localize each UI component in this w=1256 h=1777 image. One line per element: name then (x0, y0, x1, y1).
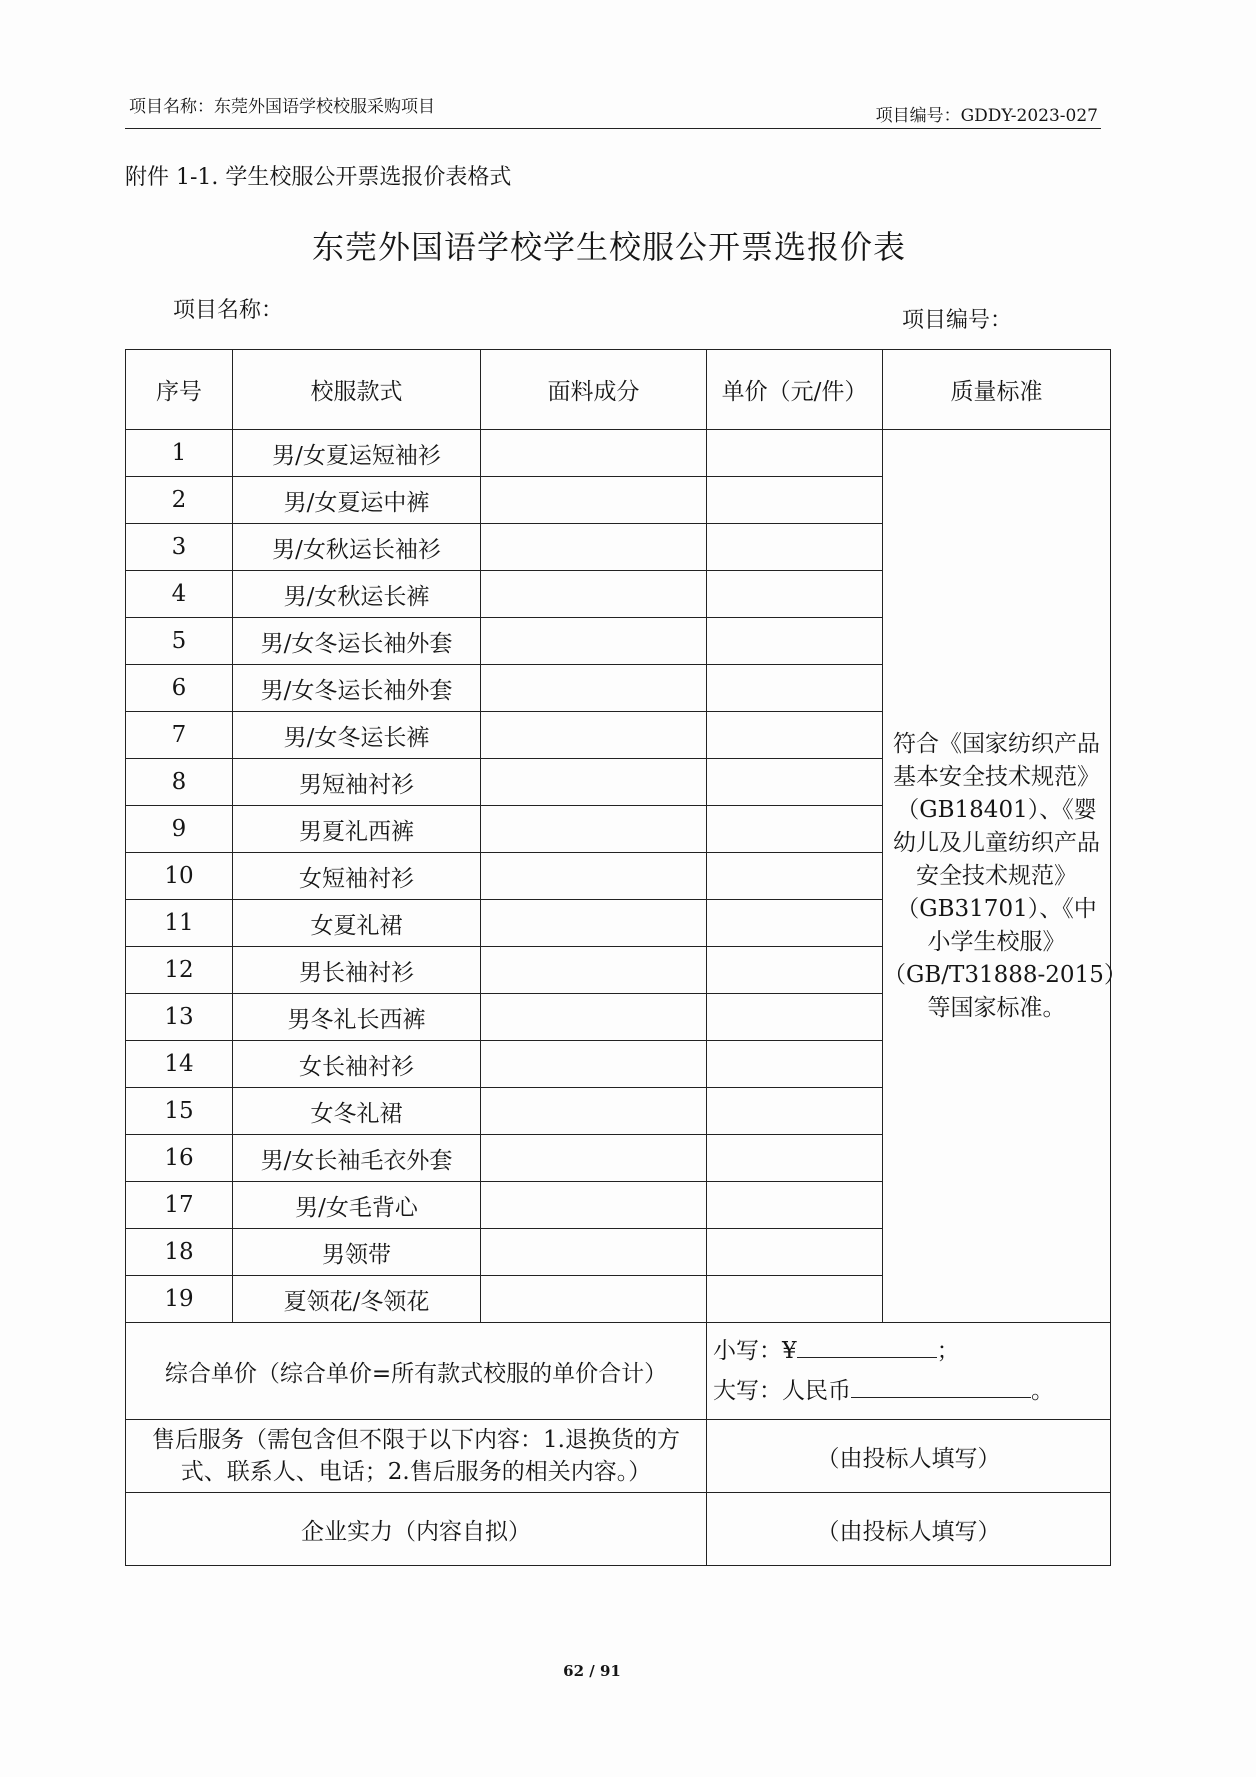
uniform-style-cell: 男/女冬运长袖外套 (233, 618, 481, 665)
header-divider (125, 128, 1101, 129)
company-strength-value: （由投标人填写） (707, 1493, 1111, 1566)
row-number-cell: 13 (126, 994, 233, 1041)
unit-price-cell (707, 1088, 883, 1135)
project-code-label: 项目编号： (902, 308, 1013, 333)
row-number-cell: 6 (126, 665, 233, 712)
quality-standard-cell (883, 430, 1127, 1323)
row-number-cell: 9 (126, 806, 233, 853)
amount-uppercase-line (713, 1371, 1110, 1411)
after-sales-row (126, 1420, 1111, 1493)
row-number-cell: 4 (126, 571, 233, 618)
uniform-style-cell: 女夏礼裙 (233, 900, 481, 947)
header-project-name: 项目名称：东莞外国语学校校服采购项目 (129, 97, 435, 117)
fabric-cell (481, 1182, 707, 1229)
row-number-cell: 12 (126, 947, 233, 994)
amount-lowercase-end: ； (936, 1338, 960, 1364)
quality-standard-line: （GB31701）、《中 (896, 895, 1097, 922)
unit-price-cell (707, 947, 883, 994)
column-header-no: 序号 (126, 350, 233, 430)
total-price-amount-cell (707, 1323, 1111, 1420)
quality-standard-line: （GB18401）、《婴 (896, 796, 1097, 823)
fabric-cell (481, 712, 707, 759)
uniform-style-cell: 男/女秋运长裤 (233, 571, 481, 618)
unit-price-cell (707, 806, 883, 853)
row-number-cell: 16 (126, 1135, 233, 1182)
fabric-cell (481, 1135, 707, 1182)
row-number-cell: 7 (126, 712, 233, 759)
amount-lowercase-label: 小写：¥ (713, 1338, 797, 1364)
fabric-cell (481, 853, 707, 900)
uniform-style-cell: 男领带 (233, 1229, 481, 1276)
company-strength-label: 企业实力（内容自拟） (126, 1493, 707, 1566)
unit-price-cell (707, 900, 883, 947)
quality-standard-line: （GB/T31888-2015） (883, 961, 1127, 988)
fabric-cell (481, 1088, 707, 1135)
uniform-style-cell: 女冬礼裙 (233, 1088, 481, 1135)
row-number-cell: 17 (126, 1182, 233, 1229)
quality-standard-line: 小学生校服》 (927, 928, 1066, 955)
fabric-cell (481, 665, 707, 712)
attachment-title: 附件 1-1. 学生校服公开票选报价表格式 (125, 165, 512, 190)
uniform-style-cell: 男/女夏运短袖衫 (233, 430, 481, 477)
quality-standard-line: 幼儿及儿童纺织产品 (893, 829, 1100, 856)
column-header-fabric: 面料成分 (481, 350, 707, 430)
unit-price-cell (707, 759, 883, 806)
fabric-cell (481, 1229, 707, 1276)
unit-price-cell (707, 477, 883, 524)
table-row (126, 430, 1111, 477)
unit-price-cell (707, 1041, 883, 1088)
unit-price-cell (707, 524, 883, 571)
row-number-cell: 2 (126, 477, 233, 524)
row-number-cell: 19 (126, 1276, 233, 1323)
row-number-cell: 3 (126, 524, 233, 571)
fabric-cell (481, 524, 707, 571)
row-number-cell: 10 (126, 853, 233, 900)
unit-price-cell (707, 853, 883, 900)
uniform-style-cell: 男长袖衬衫 (233, 947, 481, 994)
fabric-cell (481, 1276, 707, 1323)
unit-price-cell (707, 994, 883, 1041)
uniform-style-cell: 男夏礼西裤 (233, 806, 481, 853)
company-strength-row (126, 1493, 1111, 1566)
unit-price-cell (707, 618, 883, 665)
unit-price-cell (707, 571, 883, 618)
uniform-style-cell: 男/女毛背心 (233, 1182, 481, 1229)
unit-price-cell (707, 1229, 883, 1276)
unit-price-cell (707, 1135, 883, 1182)
row-number-cell: 8 (126, 759, 233, 806)
after-sales-value: （由投标人填写） (707, 1420, 1111, 1493)
uniform-style-cell: 女短袖衬衫 (233, 853, 481, 900)
quality-standard-line: 基本安全技术规范》 (893, 763, 1100, 790)
fabric-cell (481, 947, 707, 994)
row-number-cell: 1 (126, 430, 233, 477)
fabric-cell (481, 430, 707, 477)
amount-uppercase-label: 大写：人民币 (713, 1378, 851, 1404)
uniform-style-cell: 男短袖衬衫 (233, 759, 481, 806)
uniform-style-cell: 夏领花/冬领花 (233, 1276, 481, 1323)
uniform-style-cell: 女长袖衬衫 (233, 1041, 481, 1088)
document-title: 东莞外国语学校学生校服公开票选报价表 (311, 228, 906, 266)
unit-price-cell (707, 1276, 883, 1323)
unit-price-cell (707, 430, 883, 477)
quality-standard-line: 等国家标准。 (927, 994, 1066, 1021)
header-project-code: 项目编号：GDDY-2023-027 (875, 106, 1098, 126)
page-number: 62 / 91 (563, 1662, 621, 1680)
quotation-table (125, 349, 1127, 1566)
amount-lowercase-blank (797, 1337, 937, 1358)
amount-lowercase-line (713, 1331, 1110, 1371)
uniform-style-cell: 男/女冬运长袖外套 (233, 665, 481, 712)
unit-price-cell (707, 665, 883, 712)
fabric-cell (481, 618, 707, 665)
uniform-style-cell: 男冬礼长西裤 (233, 994, 481, 1041)
fabric-cell (481, 994, 707, 1041)
project-name-label: 项目名称： (173, 298, 284, 323)
row-number-cell: 14 (126, 1041, 233, 1088)
uniform-style-cell: 男/女秋运长袖衫 (233, 524, 481, 571)
uniform-style-cell: 男/女夏运中裤 (233, 477, 481, 524)
row-number-cell: 11 (126, 900, 233, 947)
uniform-style-cell: 男/女长袖毛衣外套 (233, 1135, 481, 1182)
quality-standard-line: 符合《国家纺织产品 (893, 730, 1100, 757)
fabric-cell (481, 477, 707, 524)
column-header-unit-price: 单价（元/件） (707, 350, 883, 430)
amount-uppercase-blank (851, 1377, 1031, 1398)
total-price-row (126, 1323, 1111, 1420)
uniform-style-cell: 男/女冬运长裤 (233, 712, 481, 759)
table-header-row (126, 350, 1111, 430)
fabric-cell (481, 759, 707, 806)
unit-price-cell (707, 712, 883, 759)
fabric-cell (481, 1041, 707, 1088)
column-header-style: 校服款式 (233, 350, 481, 430)
quality-standard-line: 安全技术规范》 (916, 862, 1077, 889)
row-number-cell: 15 (126, 1088, 233, 1135)
unit-price-cell (707, 1182, 883, 1229)
fabric-cell (481, 571, 707, 618)
after-sales-label: 售后服务（需包含但不限于以下内容：1.退换货的方式、联系人、电话；2.售后服务的相关内容。） (126, 1420, 707, 1493)
fabric-cell (481, 900, 707, 947)
fabric-cell (481, 806, 707, 853)
row-number-cell: 5 (126, 618, 233, 665)
column-header-quality-standard: 质量标准 (883, 350, 1111, 430)
row-number-cell: 18 (126, 1229, 233, 1276)
amount-uppercase-end: 。 (1031, 1378, 1054, 1404)
total-price-label: 综合单价（综合单价=所有款式校服的单价合计） (126, 1323, 707, 1420)
